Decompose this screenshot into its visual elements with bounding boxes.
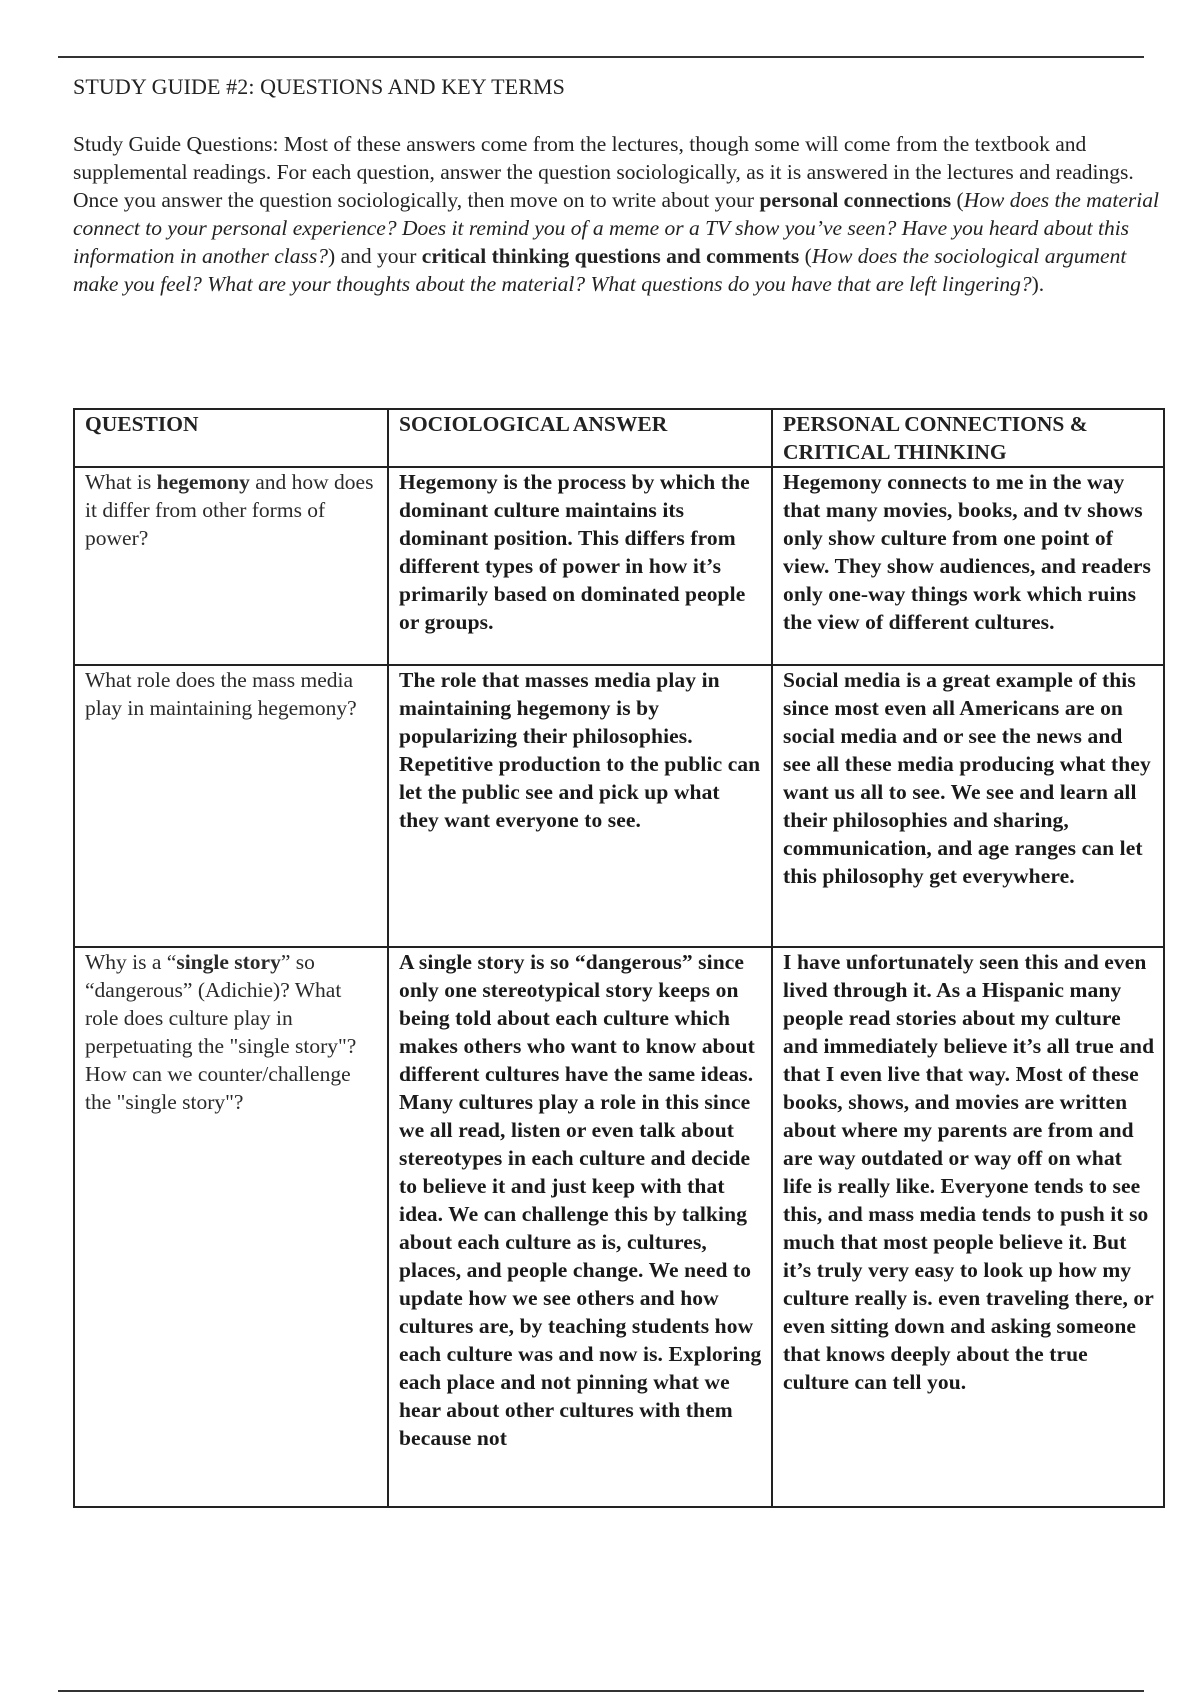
question-text: Why is a “ [85, 950, 177, 974]
header-question: QUESTION [74, 409, 388, 467]
table-row [74, 665, 1164, 947]
instructions-lead: Study Guide Questions: Most of these answers come from the lectures, though some will come from the textbook and supplemental readings. For each question, answer the question sociologically, as it is answered in the lectures and readings. Once you answer the question sociologically, then move on to write about your [73, 132, 1134, 212]
paren-open: ( [951, 188, 964, 212]
personal-connections-term: personal connections [759, 188, 952, 212]
question-cell [74, 467, 388, 665]
critical-thinking-term: critical thinking questions and comments [421, 244, 800, 268]
personal-connection-cell: Social media is a great example of this since most even all Americans are on social media and or see the news and see all these media producing what they want us all to see. We see and learn all their philosophies and sharing, communication, and age ranges can let this philosophy get everywhere. [772, 665, 1164, 947]
paren-close: ). [1031, 272, 1045, 296]
instructions-paragraph [73, 130, 1163, 298]
question-cell [74, 947, 388, 1507]
question-key-term: single story [176, 950, 281, 974]
study-guide-table [73, 408, 1165, 1508]
page-title: STUDY GUIDE #2: QUESTIONS AND KEY TERMS [73, 74, 565, 99]
header-sociological-answer: SOCIOLOGICAL ANSWER [388, 409, 772, 467]
bottom-rule [58, 1690, 1144, 1692]
question-key-term: hegemony [156, 470, 250, 494]
table-row [74, 947, 1164, 1507]
top-rule [58, 56, 1144, 58]
table-row [74, 467, 1164, 665]
sociological-answer-cell: A single story is so “dangerous” since only one stereotypical story keeps on being told about each culture which makes others who want to know about different cultures have the same ideas. Many cultures play a role in this since we all read, listen or even talk about stereotypes in each culture and decide to believe it and just keep with that idea. We can challenge this by talking about each culture as is, cultures, places, and people change. We need to update how we see others and how cultures are, by teaching students how each culture was and now is. Exploring each place and not pinning what we hear about other cultures with them because not [388, 947, 772, 1507]
paren-open: ( [799, 244, 812, 268]
personal-connection-cell: Hegemony connects to me in the way that many movies, books, and tv shows only show culture from one point of view. They show audiences, and readers only one-way things work which ruins the view of different cultures. [772, 467, 1164, 665]
question-text: What is [85, 470, 157, 494]
sociological-answer-cell: Hegemony is the process by which the dominant culture maintains its dominant position. This differs from different types of power in how it’s primarily based on dominated people or groups. [388, 467, 772, 665]
personal-connections-prompt: How does the material connect to your personal experience? Does it remind you of a meme or a TV show you’ve seen? Have you heard about this information in another class? [73, 188, 1159, 268]
critical-thinking-prompt: How does the sociological argument make you feel? What are your thoughts about the material? What questions do you have that are left lingering? [73, 244, 1127, 296]
sociological-answer-cell: The role that masses media play in maintaining hegemony is by popularizing their philosophies. Repetitive production to the public can let the public see and pick up what they want everyone to see. [388, 665, 772, 947]
question-text: What role does the mass media play in maintaining hegemony? [85, 668, 357, 720]
table-header-row [74, 409, 1164, 467]
question-cell [74, 665, 388, 947]
header-personal-connections: PERSONAL CONNECTIONS & CRITICAL THINKING [772, 409, 1164, 467]
personal-connection-cell: I have unfortunately seen this and even lived through it. As a Hispanic many people read stories about my culture and immediately believe it’s all true and that I even live that way. Most of these books, shows, and movies are written about where my parents are from and are way outdated or way off on what life is really like. Everyone tends to see this, and mass media tends to push it so much that most people believe it. But it’s truly very easy to look up how my culture really is. even traveling there, or even sitting down and asking someone that knows deeply about the true culture can tell you. [772, 947, 1164, 1507]
question-text: and how does it differ from other forms of power? [85, 470, 374, 550]
paren-close: ) and your [328, 244, 422, 268]
question-text: ” so “dangerous” (Adichie)? What role does culture play in perpetuating the "single story"? How can we counter/challenge the "single story"? [85, 950, 357, 1114]
